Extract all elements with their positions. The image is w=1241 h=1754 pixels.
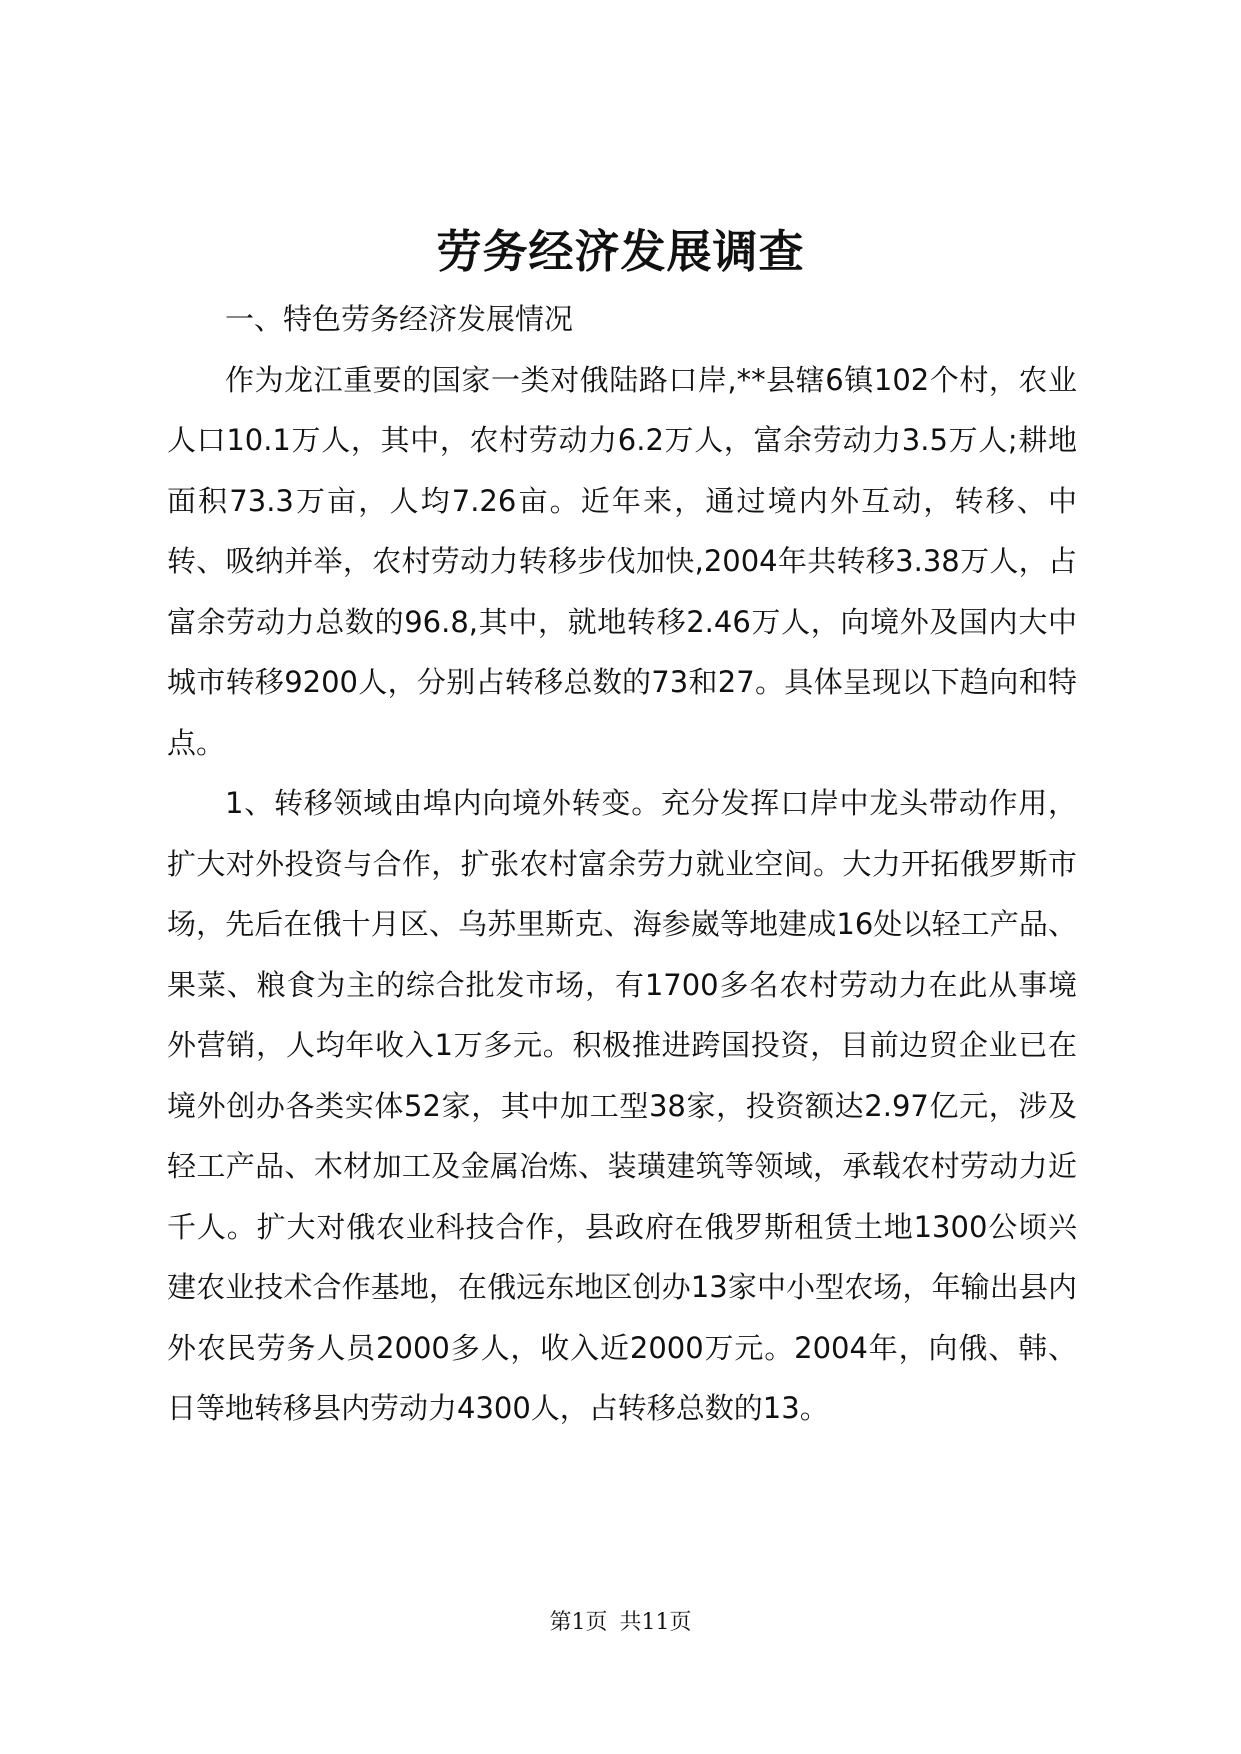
document-body <box>167 289 1077 1439</box>
page-footer <box>0 1608 1241 1638</box>
body-paragraph: 作为龙江重要的国家一类对俄陆路口岸,**县辖6镇102个村，农业人口10.1万人，其中，农村劳动力6.2万人，富余劳动力3.5万人;耕地面积73.3万亩，人均7.26亩。近年来，通过境内外互动，转移、中转、吸纳并举，农村劳动力转移步伐加快,2004年共转移3.38万人，占富余劳动力总数的96.8,其中，就地转移2.46万人，向境外及国内大中城市转移9200人，分别占转移总数的73和27。具体呈现以下趋向和特点。 <box>167 362 1077 760</box>
document-title: 劳务经济发展调查 <box>436 225 805 278</box>
section-heading: 一、特色劳务经济发展情况 <box>225 302 574 336</box>
page-number: 第1页 <box>549 1610 608 1635</box>
page-total: 共11页 <box>619 1610 692 1635</box>
body-paragraph: 1、转移领域由埠内向境外转变。充分发挥口岸中龙头带动作用，扩大对外投资与合作，扩张农村富余劳力就业空间。大力开拓俄罗斯市场，先后在俄十月区、乌苏里斯克、海参崴等地建成16处以轻工产品、果菜、粮食为主的综合批发市场，有1700多名农村劳动力在此从事境外营销，人均年收入1万多元。积极推进跨国投资，目前边贸企业已在境外创办各类实体52家，其中加工型38家，投资额达2.97亿元，涉及轻工产品、木材加工及金属冶炼、装璜建筑等领域，承载农村劳动力近千人。扩大对俄农业科技合作，县政府在俄罗斯租赁土地1300公顷兴建农业技术合作基地，在俄远东地区创办13家中小型农场，年输出县内外农民劳务人员2000多人，收入近2000万元。2004年，向俄、韩、日等地转移县内劳动力4300人，占转移总数的13。 <box>167 786 1077 1425</box>
